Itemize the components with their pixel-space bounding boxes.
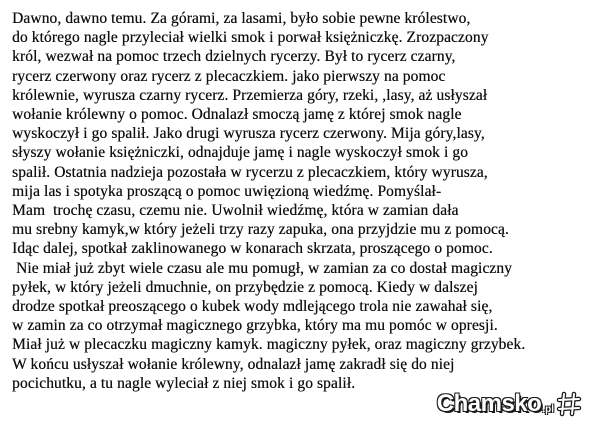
text-line: do którego nagle przyleciał wielki smok i porwał księżniczkę. Zrozpaczony [12, 29, 489, 47]
text-line: Nie miał już zbyt wiele czasu ale mu pomugł, w zamian za co dostał magiczny [12, 259, 512, 277]
watermark-brand: Chamsko [436, 390, 542, 417]
text-line: W końcu usłyszał wołanie królewny, odnalazł jamę zakradł się do niej [12, 355, 455, 373]
text-line: mu srebny kamyk,w który jeżeli trzy razy zapuka, ona przyjdzie mu z pomocą. [12, 221, 509, 239]
text-line: pyłek, w który jeżeli dmuchnie, on przybędzie z pomocą. Kiedy w dalszej [12, 278, 478, 296]
story-text [12, 9, 592, 393]
text-line: drodze spotkał preoszącego o kubek wody mdlejącego trola nie zawahał się, [12, 298, 493, 316]
text-line: wołanie królewny o pomoc. Odnalazł smoczą jamę z której smok nagle [12, 106, 462, 124]
text-line: Dawno, dawno temu. Za górami, za lasami, było sobie pewne królestwo, [12, 10, 471, 27]
text-line: wyskoczył i go spalił. Jako drugi wyrusza rycerz czerwony. Mija góry,lasy, [12, 125, 485, 143]
text-line: Idąc dalej, spotkał zaklinowanego w konarach skrzata, proszącego o pomoc. [12, 240, 493, 258]
text-line: mija las i spotyka proszącą o pomoc uwięzioną wiedźmę. Pomyślał- [12, 182, 442, 200]
text-line: pocichutku, a tu nagle wyleciał z niej smok i go spalił. [12, 374, 356, 392]
text-line: Mam trochę czasu, czemu nie. Uwolnił wiedźmę, która w zamian dała [12, 202, 459, 220]
text-line: królewnie, wyrusza czarny rycerz. Przemierza góry, rzeki, ,lasy, aż usłyszał [12, 86, 488, 104]
text-line: słyszy wołanie księżniczki, odnajduje jamę i nagle wyskoczył smok i go [12, 144, 468, 162]
text-line: Miał już w plecaczku magiczny kamyk. magiczny pyłek, oraz magiczny grzybek. [12, 336, 526, 354]
text-line: król, wezwał na pomoc trzech dzielnych rycerzy. Był to rycerz czarny, [12, 48, 456, 66]
text-line: spalił. Ostatnia nadzieja pozostała w rycerzu z plecaczkiem, który wyrusza, [12, 163, 488, 181]
hash-grid-icon [556, 391, 582, 417]
watermark-tld: .pl [542, 403, 554, 415]
text-line: rycerz czerwony oraz rycerz z plecaczkiem. jako pierwszy na pomoc [12, 67, 446, 85]
chamsko-watermark [437, 390, 582, 418]
text-line: w zamin za co otrzymał magicznego grzybka, który ma mu pomóc w opresji. [12, 317, 498, 335]
